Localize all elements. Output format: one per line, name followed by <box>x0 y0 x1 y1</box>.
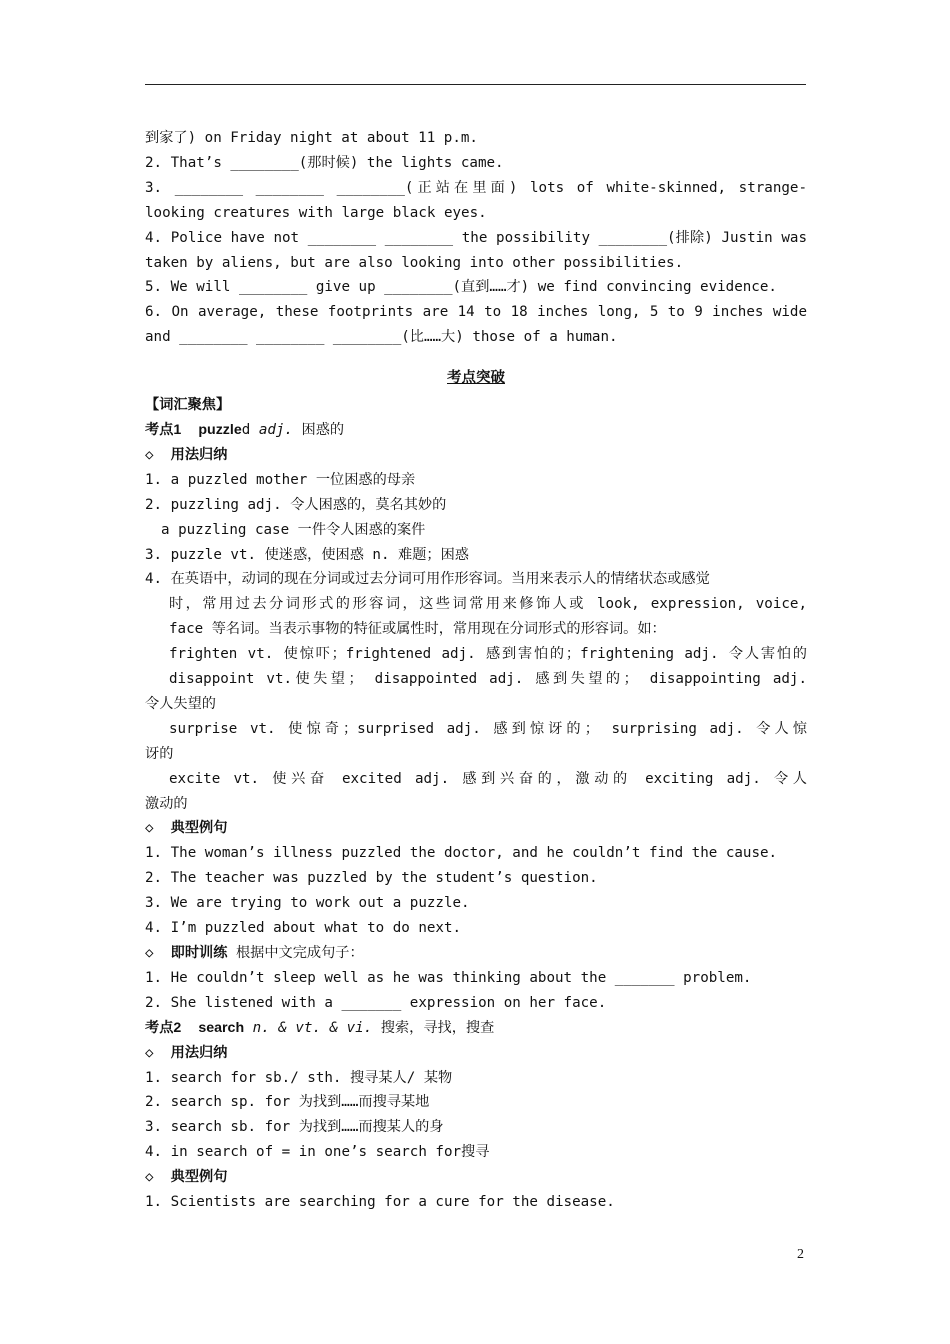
point1-word: puzzle <box>198 421 242 438</box>
usage-line: 1. a puzzled mother 一位困惑的母亲 <box>145 471 416 488</box>
exercise-line: looking creatures with large black eyes. <box>145 204 487 221</box>
usage-heading: ◇ 用法归纳 <box>145 1044 228 1061</box>
usage-line: 讶的 <box>145 745 174 762</box>
point2-word: search <box>198 1019 245 1036</box>
point1-pos: adj. <box>258 421 293 438</box>
diamond-icon: ◇ <box>145 945 154 961</box>
usage-line: a puzzling case 一件令人困惑的案件 <box>161 521 426 538</box>
point1-word-tail: d <box>241 421 251 438</box>
usage-line: frighten vt. 使惊吓；frightened adj. 感到害怕的；frightening adj. 令人害怕的 <box>169 646 807 663</box>
example-line: 1. The woman’s illness puzzled the doctor, and he couldn’t find the cause. <box>145 845 778 862</box>
usage-line: excite vt. 使兴奋 excited adj. 感到兴奋的，激动的 exciting adj. 令人 <box>169 770 807 787</box>
usage-line: 2. search sp. for 为找到……而搜寻某地 <box>145 1094 430 1111</box>
exercise-line: 2. That’s ________(那时候) the lights came. <box>145 154 504 171</box>
usage-line: 3. puzzle vt. 使迷惑，使困惑 n. 难题；困惑 <box>145 546 469 563</box>
exercise-line: taken by aliens, but are also looking into other possibilities. <box>145 254 684 271</box>
point2-meaning: 搜索，寻找，搜查 <box>380 1019 495 1036</box>
exercise-line: 3. ________ ________ ________(正站在里面) lots of white-skinned, strange- <box>145 179 807 196</box>
usage-line: surprise vt. 使惊奇；surprised adj. 感到惊讶的； surprising adj. 令人惊 <box>169 720 807 737</box>
usage-line: 时，常用过去分词形式的形容词，这些词常用来修饰人或 look, expression, voice, <box>169 596 807 613</box>
page-number: 2 <box>797 1247 804 1262</box>
point2-pos: n. & vt. & vi. <box>252 1019 373 1036</box>
exercise-line: 到家了) on Friday night at about 11 p.m. <box>145 130 478 146</box>
usage-line: 3. search sb. for 为找到……而搜某人的身 <box>145 1119 444 1136</box>
diamond-icon: ◇ <box>145 1044 154 1061</box>
diamond-icon: ◇ <box>145 1169 154 1186</box>
section-title: 考点突破 <box>447 370 505 387</box>
usage-line: 令人失望的 <box>145 695 216 712</box>
exercise-line: and ________ ________ ________(比……大) those of a human. <box>145 329 618 346</box>
example-line: 3. We are trying to work out a puzzle. <box>145 895 470 912</box>
vocab-heading: 【词汇聚焦】 <box>145 397 231 414</box>
example-line: 2. The teacher was puzzled by the student’s question. <box>145 870 598 887</box>
point1-label: 考点1 <box>145 421 182 438</box>
document-body <box>145 126 807 1215</box>
diamond-icon: ◇ <box>145 446 154 463</box>
exercise-line: 5. We will ________ give up ________(直到……才) we find convincing evidence. <box>145 279 777 296</box>
practice-line: 2. She listened with a _______ expression on her face. <box>145 994 607 1011</box>
usage-line: face 等名词。当表示事物的特征或属性时，常用现在分词形式的形容词。如： <box>169 621 666 638</box>
example-line: 4. I’m puzzled about what to do next. <box>145 920 462 937</box>
diamond-icon: ◇ <box>145 820 154 837</box>
usage-line: disappoint vt.使失望； disappointed adj. 感到失望的； disappointing adj. <box>169 671 807 688</box>
usage-line: 4. 在英语中，动词的现在分词或过去分词可用作形容词。当用来表示人的情绪状态或感觉 <box>145 571 710 588</box>
example-heading: ◇ 典型例句 <box>145 1169 228 1186</box>
point2-label: 考点2 <box>145 1019 182 1036</box>
usage-line: 2. puzzling adj. 令人困惑的，莫名其妙的 <box>145 496 447 513</box>
usage-heading: ◇ 用法归纳 <box>145 446 228 463</box>
example-heading: ◇ 典型例句 <box>145 820 228 837</box>
usage-line: 4. in search of = in one’s search for搜寻 <box>145 1144 490 1161</box>
header-rule <box>145 84 806 85</box>
point2-heading <box>145 1016 807 1041</box>
practice-line: 1. He couldn’t sleep well as he was thinking about the _______ problem. <box>145 969 752 986</box>
practice-heading: ◇ 即时训练 根据中文完成句子： <box>145 945 364 961</box>
usage-line: 激动的 <box>145 795 188 812</box>
point1-heading <box>145 418 807 443</box>
exercise-line: 4. Police have not ________ ________ the possibility ________(排除) Justin was <box>145 229 807 246</box>
example-line: 1. Scientists are searching for a cure for the disease. <box>145 1194 615 1211</box>
usage-line: 1. search for sb./ sth. 搜寻某人/ 某物 <box>145 1069 453 1086</box>
exercise-line: 6. On average, these footprints are 14 to 18 inches long, 5 to 9 inches wide <box>145 304 807 321</box>
point1-meaning: 困惑的 <box>301 421 345 438</box>
